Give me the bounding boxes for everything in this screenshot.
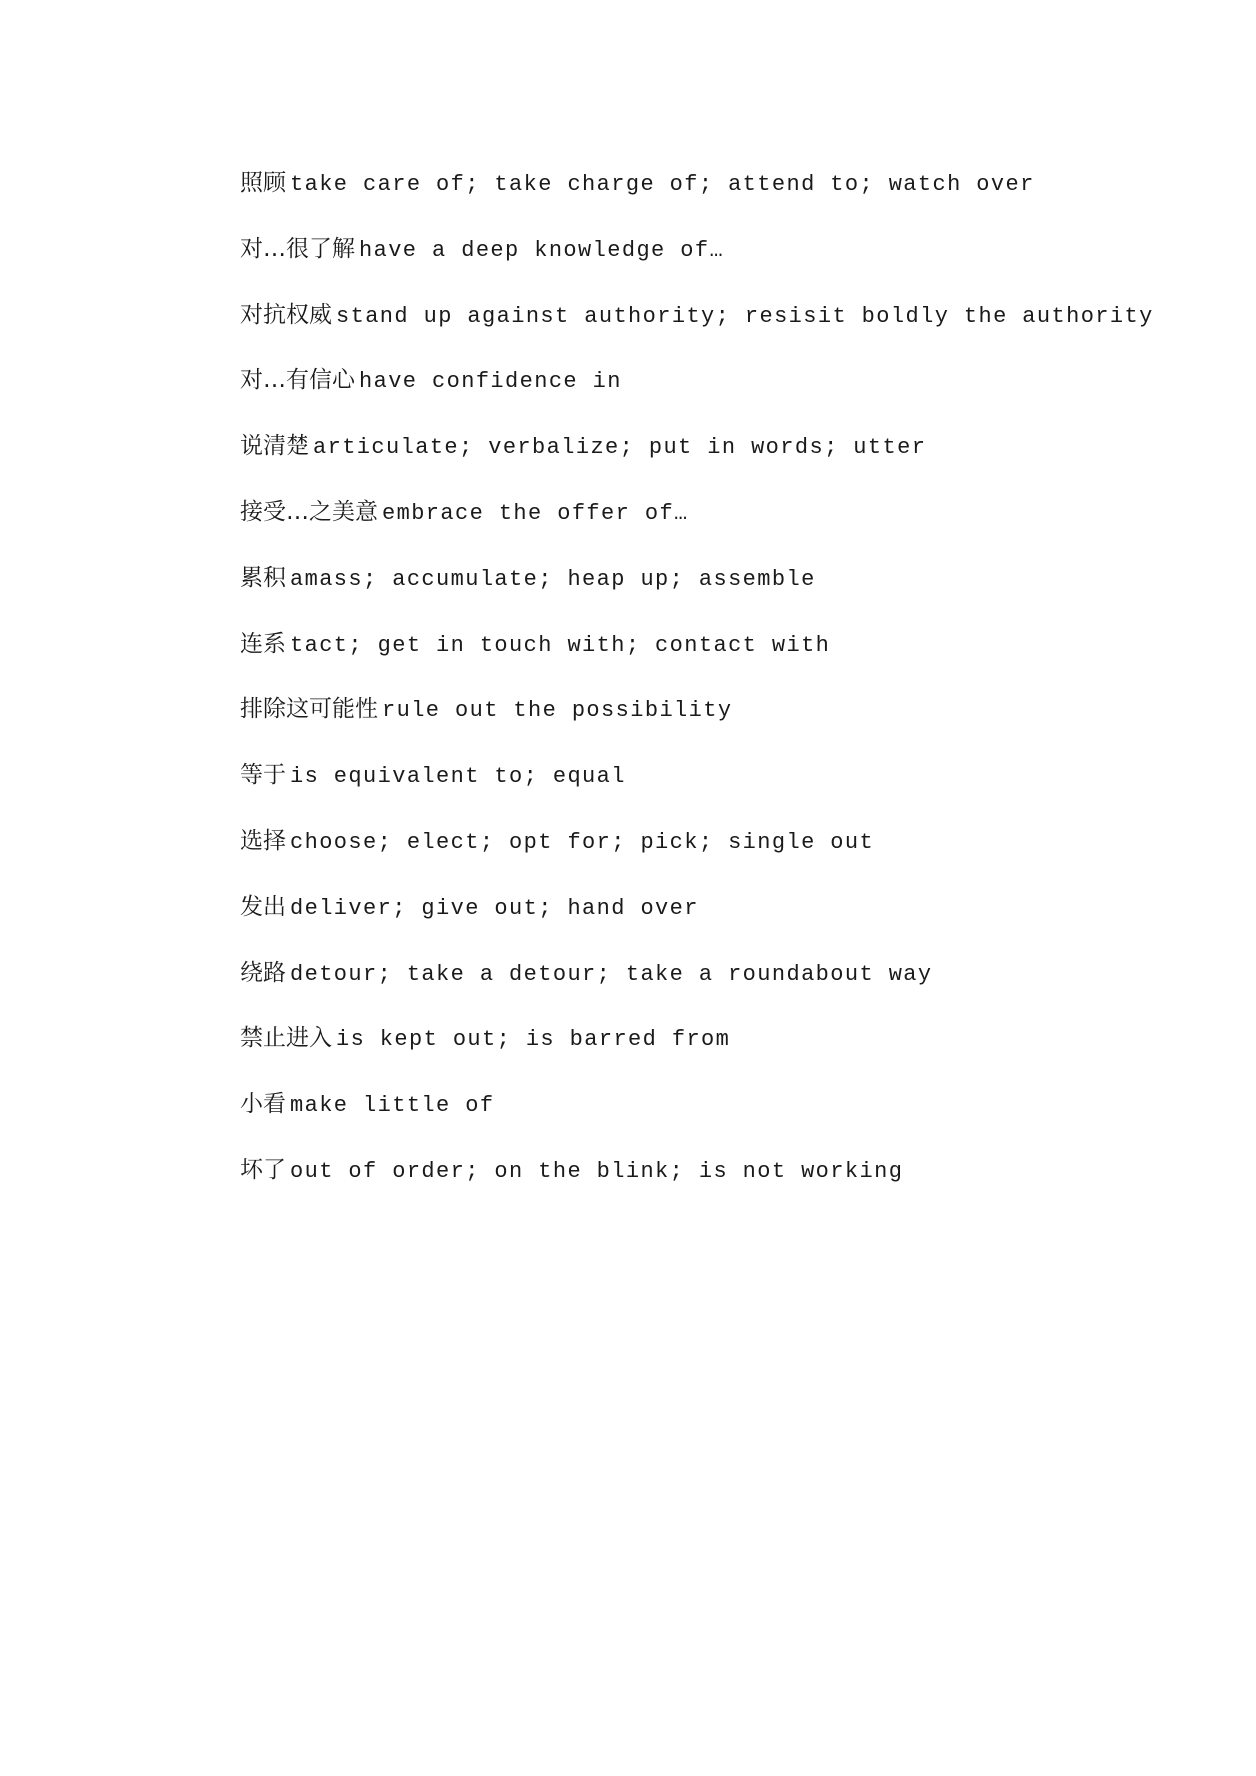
chinese-term: 累积	[240, 564, 286, 591]
chinese-term: 对…很了解	[240, 235, 355, 262]
english-translation: out of order; on the blink; is not working	[290, 1158, 904, 1184]
phrase-entry-4	[240, 365, 1154, 431]
chinese-term: 接受…之美意	[240, 498, 378, 525]
chinese-term: 排除这可能性	[240, 696, 378, 723]
phrase-entry-13	[240, 958, 1154, 1024]
phrase-entry-2	[240, 234, 1154, 300]
english-translation: detour; take a detour; take a roundabout way	[290, 961, 933, 987]
chinese-term: 小看	[240, 1091, 286, 1118]
english-translation: embrace the offer of…	[382, 500, 689, 526]
phrase-entry-5	[240, 431, 1154, 497]
english-translation: is equivalent to; equal	[290, 764, 626, 790]
english-translation: have confidence in	[359, 369, 622, 395]
phrase-entry-12	[240, 892, 1154, 958]
phrase-entry-8	[240, 629, 1154, 695]
english-translation: stand up against authority; resisit boldly the authority	[336, 303, 1154, 329]
phrase-entry-3	[240, 300, 1154, 366]
english-translation: take care of; take charge of; attend to; watch over	[290, 172, 1035, 197]
english-translation: tact; get in touch with; contact with	[290, 632, 831, 658]
chinese-term: 发出	[240, 893, 286, 920]
phrase-entry-6	[240, 497, 1154, 563]
chinese-term: 照顾	[240, 170, 286, 196]
chinese-term: 选择	[240, 827, 286, 854]
english-translation: articulate; verbalize; put in words; utter	[313, 435, 927, 461]
chinese-term: 对抗权威	[240, 301, 332, 328]
english-translation: make little of	[290, 1093, 495, 1119]
chinese-term: 坏了	[240, 1156, 286, 1183]
english-translation: is kept out; is barred from	[336, 1027, 731, 1053]
phrase-entry-16	[240, 1155, 1154, 1221]
phrase-list	[240, 168, 1154, 1221]
english-translation: deliver; give out; hand over	[290, 895, 699, 921]
phrase-entry-7	[240, 563, 1154, 629]
english-translation: have a deep knowledge of…	[359, 237, 725, 263]
english-translation: choose; elect; opt for; pick; single out	[290, 829, 875, 855]
chinese-term: 对…有信心	[240, 367, 355, 394]
chinese-term: 说清楚	[240, 433, 309, 460]
english-translation: rule out the possibility	[382, 698, 733, 724]
chinese-term: 等于	[240, 762, 286, 789]
english-translation: amass; accumulate; heap up; assemble	[290, 566, 816, 592]
phrase-entry-14	[240, 1023, 1154, 1089]
chinese-term: 绕路	[240, 959, 286, 986]
phrase-entry-11	[240, 826, 1154, 892]
chinese-term: 连系	[240, 630, 286, 657]
phrase-entry-9	[240, 694, 1154, 760]
chinese-term: 禁止进入	[240, 1025, 332, 1052]
phrase-entry-1	[240, 168, 1154, 234]
phrase-entry-15	[240, 1089, 1154, 1155]
phrase-entry-10	[240, 760, 1154, 826]
